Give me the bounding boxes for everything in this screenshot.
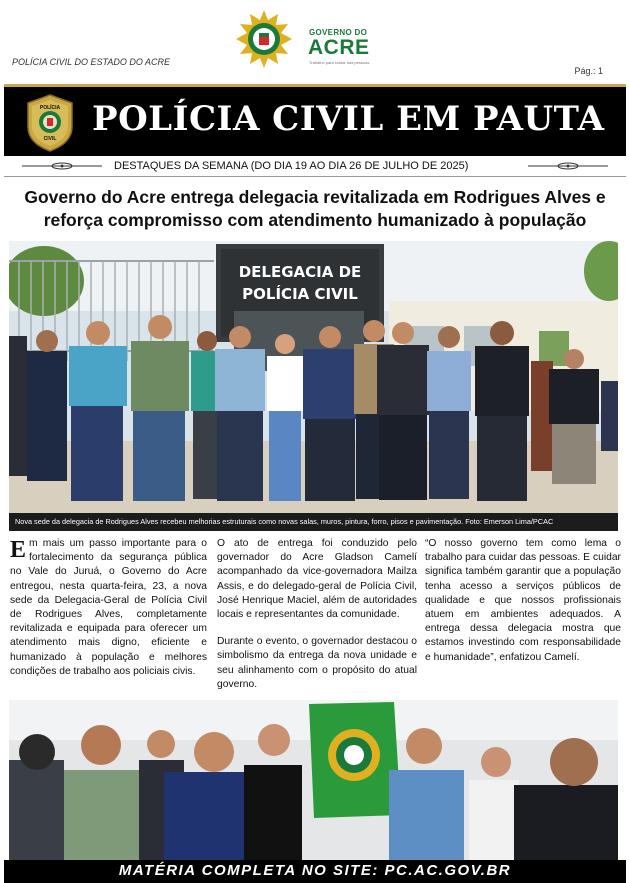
inauguration-photo [9,700,618,860]
subtitle-text: DESTAQUES DA SEMANA (DO DIA 19 AO DIA 26 DE JULHO DE 2025) [114,160,469,172]
masthead-title: POLÍCIA CIVIL EM PAUTA [92,99,605,139]
page-number: Pág.: 1 [574,66,603,76]
gov-text-small: GOVERNO DO [309,28,368,37]
photo-caption: Nova sede da delegacia de Rodrigues Alves recebeu melhorias estruturais como novas salas, muros, pintura, forro, pisos e pavimentação. Foto: Emerson Lima/PCAC [9,513,618,531]
org-label: POLÍCIA CIVIL DO ESTADO DO ACRE [12,57,171,67]
ornament-right-icon [528,161,608,171]
sign-line1: DELEGACIA DE [238,263,362,281]
article-column-2 [217,537,417,705]
acre-seal-icon [232,8,296,70]
sign-line2: POLÍCIA CIVIL [242,285,358,303]
delegacia-photo [9,241,618,513]
paragraph [10,537,207,679]
article-column-3 [425,537,621,678]
government-logo [232,6,374,72]
dropcap: E [10,537,27,563]
gov-text-big: ACRE [308,36,370,59]
article-headline: Governo do Acre entrega delegacia revitalizada em Rodrigues Alves e reforça compromisso com atendimento humanizado à população [24,187,606,230]
paragraph: O ato de entrega foi conduzido pelo governador do Acre Gladson Camelí acompanhado da vice-governadora Mailza Assis, e do delegado-geral de Polícia Civil, José Henrique Maciel, além de autoridades locais e representantes da comunidade. [217,538,417,621]
gov-tagline: Trabalho para cuidar das pessoas [309,60,370,65]
subtitle-divider [4,176,626,177]
paragraph-text: m mais um passo importante para o fortalecimento da segurança pública no Vale do Juruá, o Governo do Acre entregou, nesta quarta-feira, 23, a nova sede da Delegacia-Geral de Polícia Civil de Rodrigues Alves, completamente revitalizada e equipada para oferecer um atendimento mais digno, eficiente e humanizado à população e melhores condições de trabalho aos policiais civis. [10,538,207,677]
masthead [4,84,626,156]
paragraph: Durante o evento, o governador destacou o simbolismo da entrega da nova unidade e seu alinhamento com o propósito do atual governo. [217,636,417,690]
ornament-left-icon [22,161,102,171]
top-header [0,0,629,84]
police-badge-icon [24,93,76,153]
badge-text-top: POLÍCIA [39,105,61,111]
badge-text-bottom: CIVIL [43,136,57,142]
footer-banner: MATÉRIA COMPLETA NO SITE: PC.AC.GOV.BR [4,860,626,883]
article-column-1 [10,537,207,692]
subtitle-bar [4,156,626,178]
paragraph: “O nosso governo tem como lema o trabalho para cuidar das pessoas. E cuidar significa também garantir que a população tenha acesso a serviços públicos de qualidade e que nossos profissionais atuem em ambientes adequados. A entrega dessa delegacia mostra que estamos investindo com responsabilidade e humanidade”, enfatizou Camelí. [425,538,621,663]
